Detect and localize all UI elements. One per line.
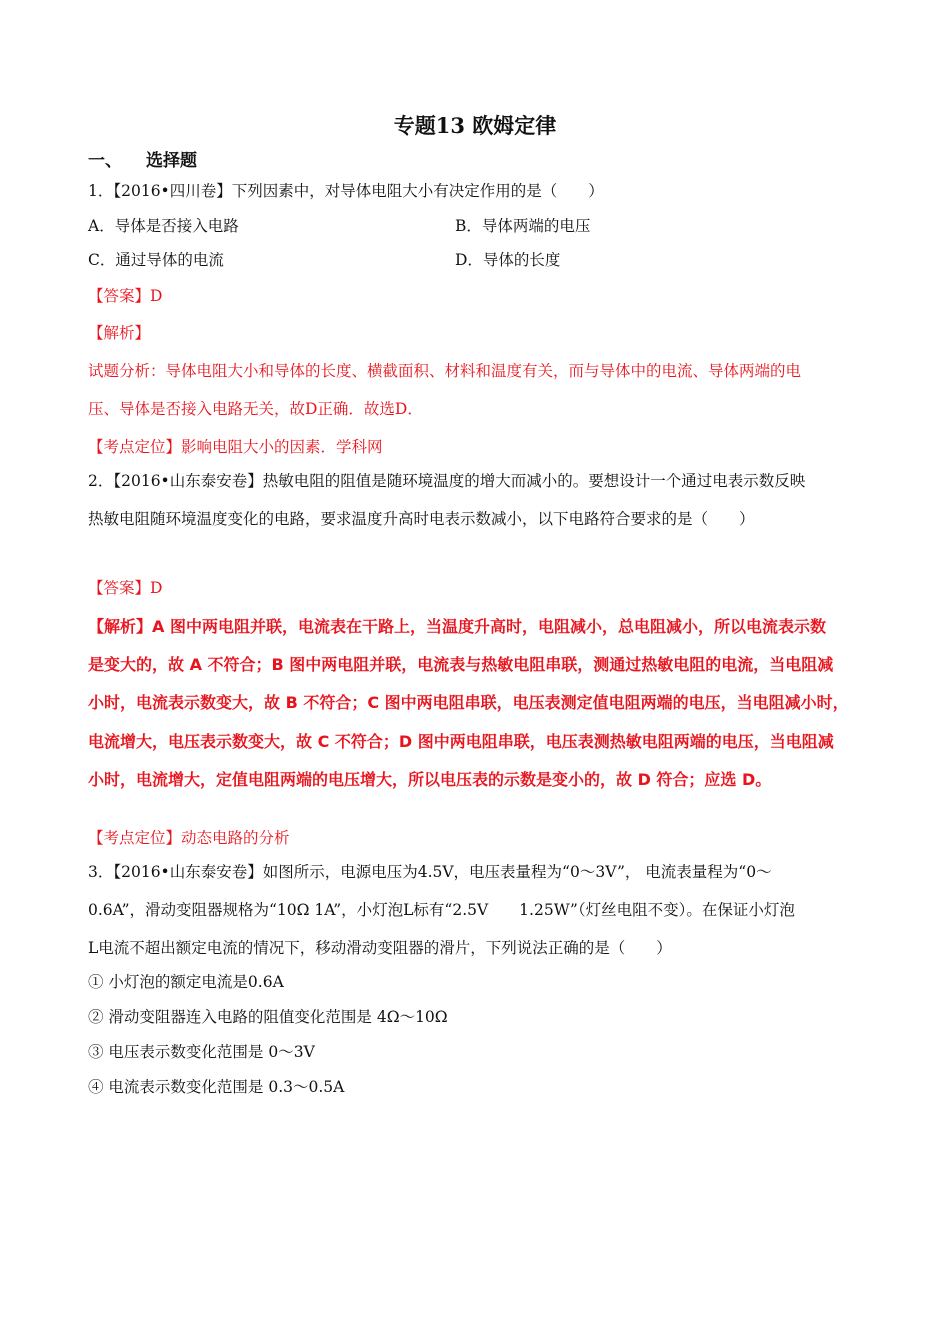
section-number: 一、 [88,151,122,171]
q1-option-d: D．导体的长度 [455,251,561,269]
q2-kaodian: 【考点定位】动态电路的分析 [88,829,290,847]
q2-stem-line-1: 2．【2016•山东泰安卷】热敏电阻的阻值是随环境温度的增大而减小的。要想设计一个通过电表示数反映 [88,472,806,490]
q3-statement-4: ④ 电流表示数变化范围是 0.3～0.5A [88,1078,345,1096]
q2-analysis-line-1: 【解析】A 图中两电阻并联，电流表在干路上，当温度升高时，电阻减小，总电阻减小，所以电流表示数 [88,617,826,636]
page-title: 专题13 欧姆定律 [393,113,557,138]
q3-stem-line-3: L电流不超出额定电流的情况下，移动滑动变阻器的滑片，下列说法正确的是（ ） [88,939,672,957]
q1-stem: 1．【2016•四川卷】下列因素中，对导体电阻大小有决定作用的是（ ） [88,182,604,200]
q3-statement-1: ① 小灯泡的额定电流是0.6A [88,973,284,991]
q3-stem-line-2: 0.6A”，滑动变阻器规格为“10Ω 1A”，小灯泡L标有“2.5V 1.25W”（灯丝电阻不变）。在保证小灯泡 [88,901,795,919]
q3-statement-2: ② 滑动变阻器连入电路的阻值变化范围是 4Ω～10Ω [88,1008,448,1026]
q1-option-a: A．导体是否接入电路 [88,217,239,235]
q2-stem-line-2: 热敏电阻随环境温度变化的电路，要求温度升高时电表示数减小，以下电路符合要求的是（ ） [88,510,755,528]
q2-analysis-line-5: 小时，电流增大，定值电阻两端的电压增大，所以电压表的示数是变小的，故 D 符合；应选 D。 [88,770,772,789]
section-heading [88,146,197,171]
q2-analysis-line-4: 电流增大，电压表示数变大，故 C 不符合；D 图中两电阻串联，电压表测热敏电阻两端的电压，当电阻减 [88,732,834,751]
q1-analysis-label: 【解析】 [88,324,151,342]
q2-analysis-line-3: 小时，电流表示数变大，故 B 不符合；C 图中两电阻串联，电压表测定值电阻两端的电压，当电阻减小时， [88,693,849,712]
q2-analysis-line-2: 是变大的，故 A 不符合；B 图中两电阻并联，电流表与热敏电阻串联，测通过热敏电阻的电流，当电阻减 [88,655,834,674]
q1-answer: 【答案】D [88,287,163,305]
q2-answer: 【答案】D [88,579,163,597]
q1-option-b: B．导体两端的电压 [455,217,591,235]
q1-analysis-line-2: 压、导体是否接入电路无关，故D正确．故选D． [88,400,423,418]
q3-stem-line-1: 3．【2016•山东泰安卷】如图所示，电源电压为4.5V，电压表量程为“0～3V”， 电流表量程为“0～ [88,863,772,881]
q1-analysis-line-1: 试题分析：导体电阻大小和导体的长度、横截面积、材料和温度有关，而与导体中的电流、导体两端的电 [88,362,802,380]
q1-option-c: C．通过导体的电流 [88,251,224,269]
q3-statement-3: ③ 电压表示数变化范围是 0～3V [88,1043,315,1061]
q1-kaodian: 【考点定位】影响电阻大小的因素．学科网 [88,438,383,456]
section-label: 选择题 [146,151,197,171]
